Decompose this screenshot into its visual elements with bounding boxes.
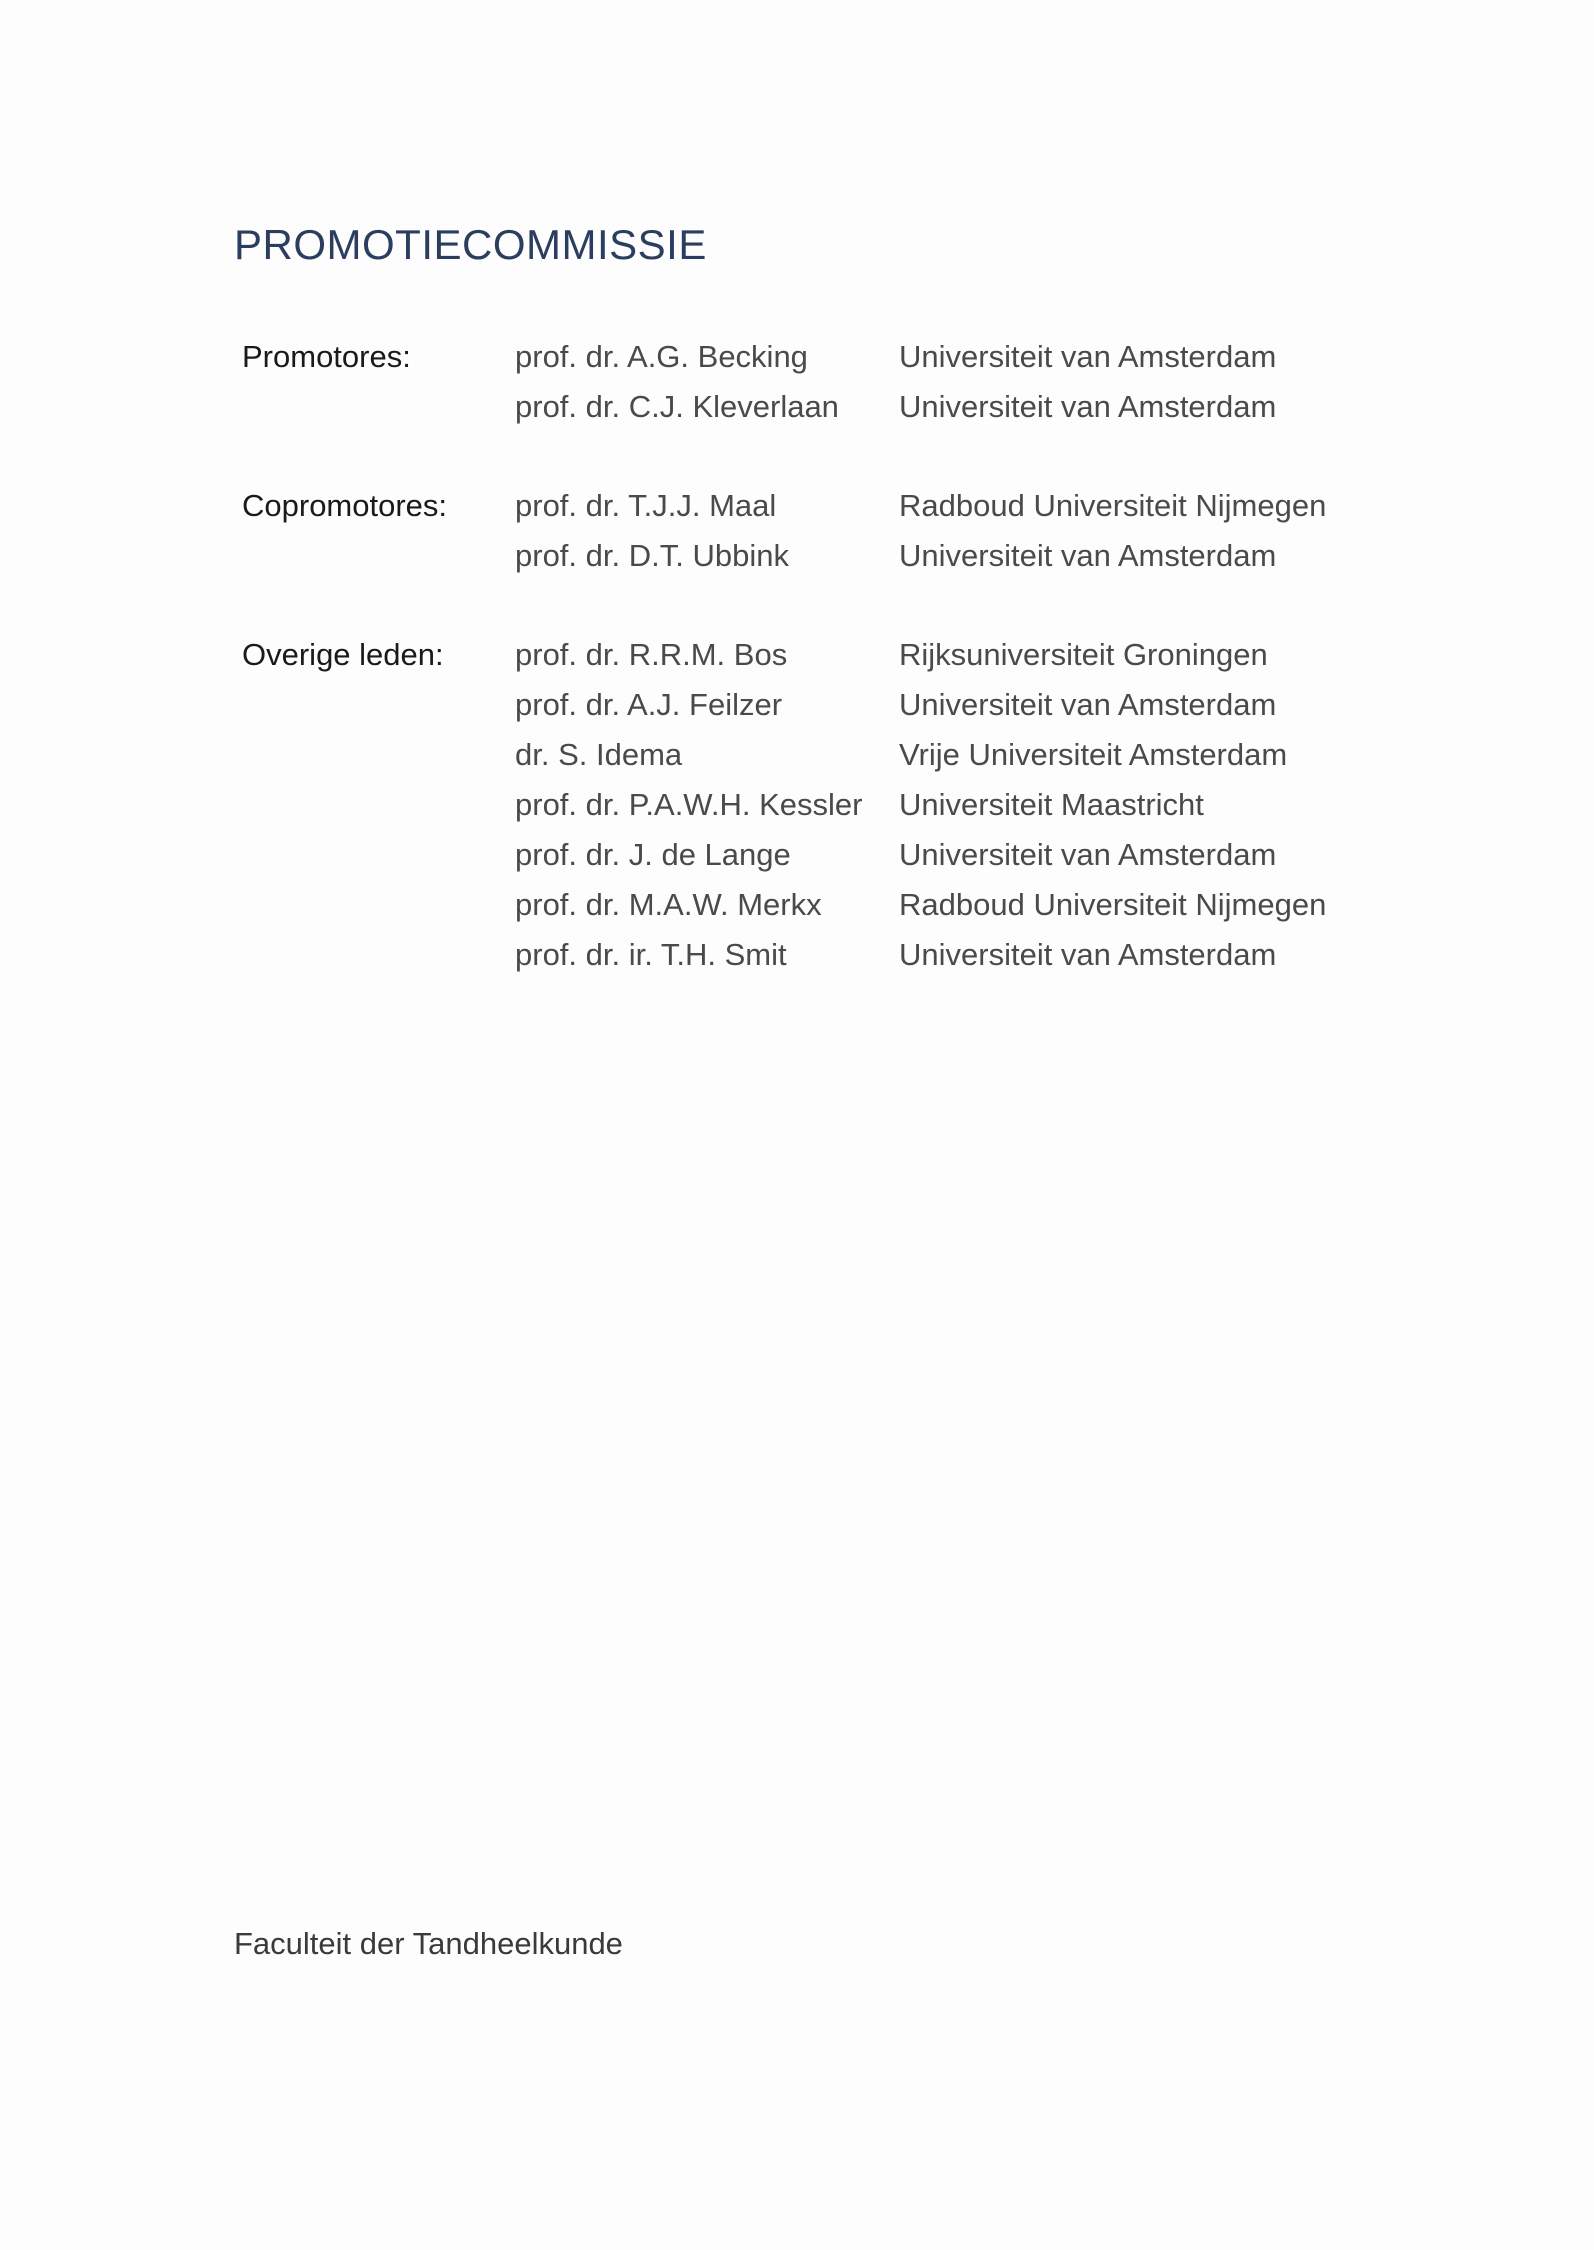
- page-title: PROMOTIECOMMISSIE: [234, 221, 707, 268]
- member-name: prof. dr. M.A.W. Merkx: [515, 887, 822, 922]
- member-name: prof. dr. D.T. Ubbink: [515, 538, 789, 573]
- member-institution: Radboud Universiteit Nijmegen: [899, 887, 1327, 922]
- role-label: Overige leden:: [242, 637, 444, 672]
- member-name: dr. S. Idema: [515, 737, 683, 772]
- member-name: prof. dr. C.J. Kleverlaan: [515, 389, 839, 424]
- member-institution: Universiteit van Amsterdam: [899, 937, 1277, 972]
- member-institution: Universiteit van Amsterdam: [899, 837, 1277, 872]
- member-name: prof. dr. R.R.M. Bos: [515, 637, 788, 672]
- member-institution: Rijksuniversiteit Groningen: [899, 637, 1268, 672]
- faculty-footer: Faculteit der Tandheelkunde: [234, 1926, 623, 1961]
- member-institution: Vrije Universiteit Amsterdam: [899, 737, 1288, 772]
- member-name: prof. dr. P.A.W.H. Kessler: [515, 787, 863, 822]
- member-institution: Universiteit van Amsterdam: [899, 687, 1277, 722]
- member-institution: Universiteit van Amsterdam: [899, 339, 1277, 374]
- member-name: prof. dr. J. de Lange: [515, 837, 791, 872]
- member-institution: Universiteit Maastricht: [899, 787, 1204, 822]
- role-label: Copromotores:: [242, 488, 448, 523]
- role-label: Promotores:: [242, 339, 411, 374]
- member-institution: Universiteit van Amsterdam: [899, 389, 1277, 424]
- member-institution: Radboud Universiteit Nijmegen: [899, 488, 1327, 523]
- member-institution: Universiteit van Amsterdam: [899, 538, 1277, 573]
- member-name: prof. dr. T.J.J. Maal: [515, 488, 777, 523]
- member-name: prof. dr. ir. T.H. Smit: [515, 937, 787, 972]
- member-name: prof. dr. A.G. Becking: [515, 339, 808, 374]
- member-name: prof. dr. A.J. Feilzer: [515, 687, 783, 722]
